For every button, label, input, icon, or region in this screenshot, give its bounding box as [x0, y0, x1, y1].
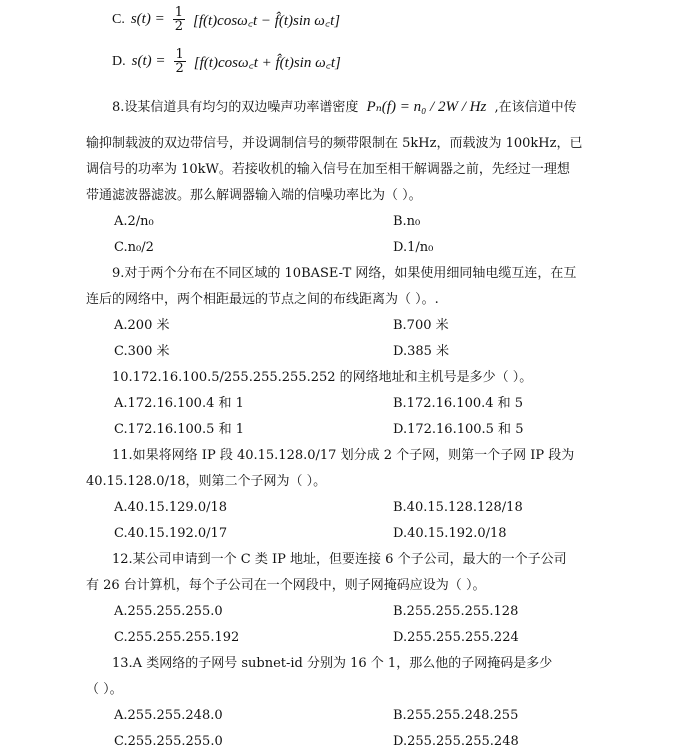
q8-line-1 [112, 98, 577, 117]
q10-line-1: 10.172.16.100.5/255.255.255.252 的网络地址和主机号是多少（ ）。 [112, 370, 533, 385]
q9-line-1: 9.对于两个分布在不同区域的 10BASE-T 网络，如果使用细同轴电缆互连，在互 [112, 266, 577, 281]
q12-line-2: 有 26 台计算机，每个子公司在一个网段中，则子网掩码应设为（ ）。 [86, 578, 486, 593]
q13-line-2: （ ）。 [86, 682, 123, 697]
option-c-rhs: [f(t)cosω꜀t − f̂(t)sin ω꜀t] [193, 12, 341, 29]
q8-formula: Pₙ(f) = n₀ / 2W / Hz [366, 99, 487, 115]
q13-option-b: B.255.255.248.255 [393, 708, 519, 723]
q12-option-b: B.255.255.255.128 [393, 604, 519, 619]
q9-option-b: B.700 米 [393, 318, 449, 333]
option-d-label: D. [112, 53, 126, 69]
q13-option-a: A.255.255.248.0 [114, 708, 223, 723]
option-c-label: C. [112, 11, 125, 27]
q8-option-d: D.1/n₀ [393, 240, 434, 255]
option-d-rhs: [f(t)cosω꜀t + f̂(t)sin ω꜀t] [193, 54, 341, 71]
option-d-frac-num: 1 [175, 47, 184, 62]
q12-option-c: C.255.255.255.192 [114, 630, 240, 645]
q8-line-4: 带通滤波器滤波。那么解调器输入端的信噪功率比为（ ）。 [86, 188, 422, 203]
q9-option-a: A.200 米 [114, 318, 170, 333]
q12-option-d: D.255.255.255.224 [393, 630, 519, 645]
q11-option-b: B.40.15.128.128/18 [393, 500, 523, 515]
q9-line-2: 连后的网络中，两个相距最远的节点之间的布线距离为（ ）。. [86, 292, 439, 307]
option-c-formula [112, 6, 340, 33]
q12-line-1: 12.某公司申请到一个 C 类 IP 地址，但要连接 6 个子公司，最大的一个子公司 [112, 552, 567, 567]
option-c-frac-num: 1 [174, 5, 183, 20]
q8-option-b: B.n₀ [393, 214, 421, 229]
q10-option-a: A.172.16.100.4 和 1 [114, 396, 244, 411]
q10-option-c: C.172.16.100.5 和 1 [114, 422, 244, 437]
option-c-frac-den: 2 [174, 19, 183, 34]
option-d-frac-den: 2 [175, 61, 184, 76]
q11-line-2: 40.15.128.0/18，则第二个子网为（ ）。 [86, 474, 327, 489]
q10-option-d: D.172.16.100.5 和 5 [393, 422, 524, 437]
option-d-fraction [174, 48, 186, 75]
option-c-fraction [173, 6, 185, 33]
q11-option-c: C.40.15.192.0/17 [114, 526, 228, 541]
q8-line-2: 输抑制载波的双边带信号，并设调制信号的频带限制在 5kHz，而载波为 100kHz，已 [86, 136, 583, 151]
q10-option-b: B.172.16.100.4 和 5 [393, 396, 524, 411]
q8-option-c: C.n₀/2 [114, 240, 154, 255]
q13-option-d: D.255.255.255.248 [393, 734, 519, 749]
q8-line-1-post: ,在该信道中传 [494, 100, 577, 115]
q12-option-a: A.255.255.255.0 [114, 604, 223, 619]
option-c-lhs: s(t) = [130, 11, 165, 27]
q9-option-c: C.300 米 [114, 344, 170, 359]
q11-line-1: 11.如果将网络 IP 段 40.15.128.0/17 划分成 2 个子网，则第一个子网 IP 段为 [112, 448, 575, 463]
q11-option-a: A.40.15.129.0/18 [114, 500, 228, 515]
q8-line-3: 调信号的功率为 10kW。若接收机的输入信号在加至相干解调器之前，先经过一理想 [86, 162, 570, 177]
q8-line-1-pre: 8.设某信道具有均匀的双边噪声功率谱密度 [112, 100, 359, 115]
q8-option-a: A.2/n₀ [114, 214, 154, 229]
option-d-lhs: s(t) = [131, 53, 166, 69]
q11-option-d: D.40.15.192.0/18 [393, 526, 507, 541]
q13-line-1: 13.A 类网络的子网号 subnet-id 分别为 16 个 1，那么他的子网掩码是多少 [112, 656, 553, 671]
q9-option-d: D.385 米 [393, 344, 450, 359]
q13-option-c: C.255.255.255.0 [114, 734, 223, 749]
option-d-formula [112, 48, 341, 75]
